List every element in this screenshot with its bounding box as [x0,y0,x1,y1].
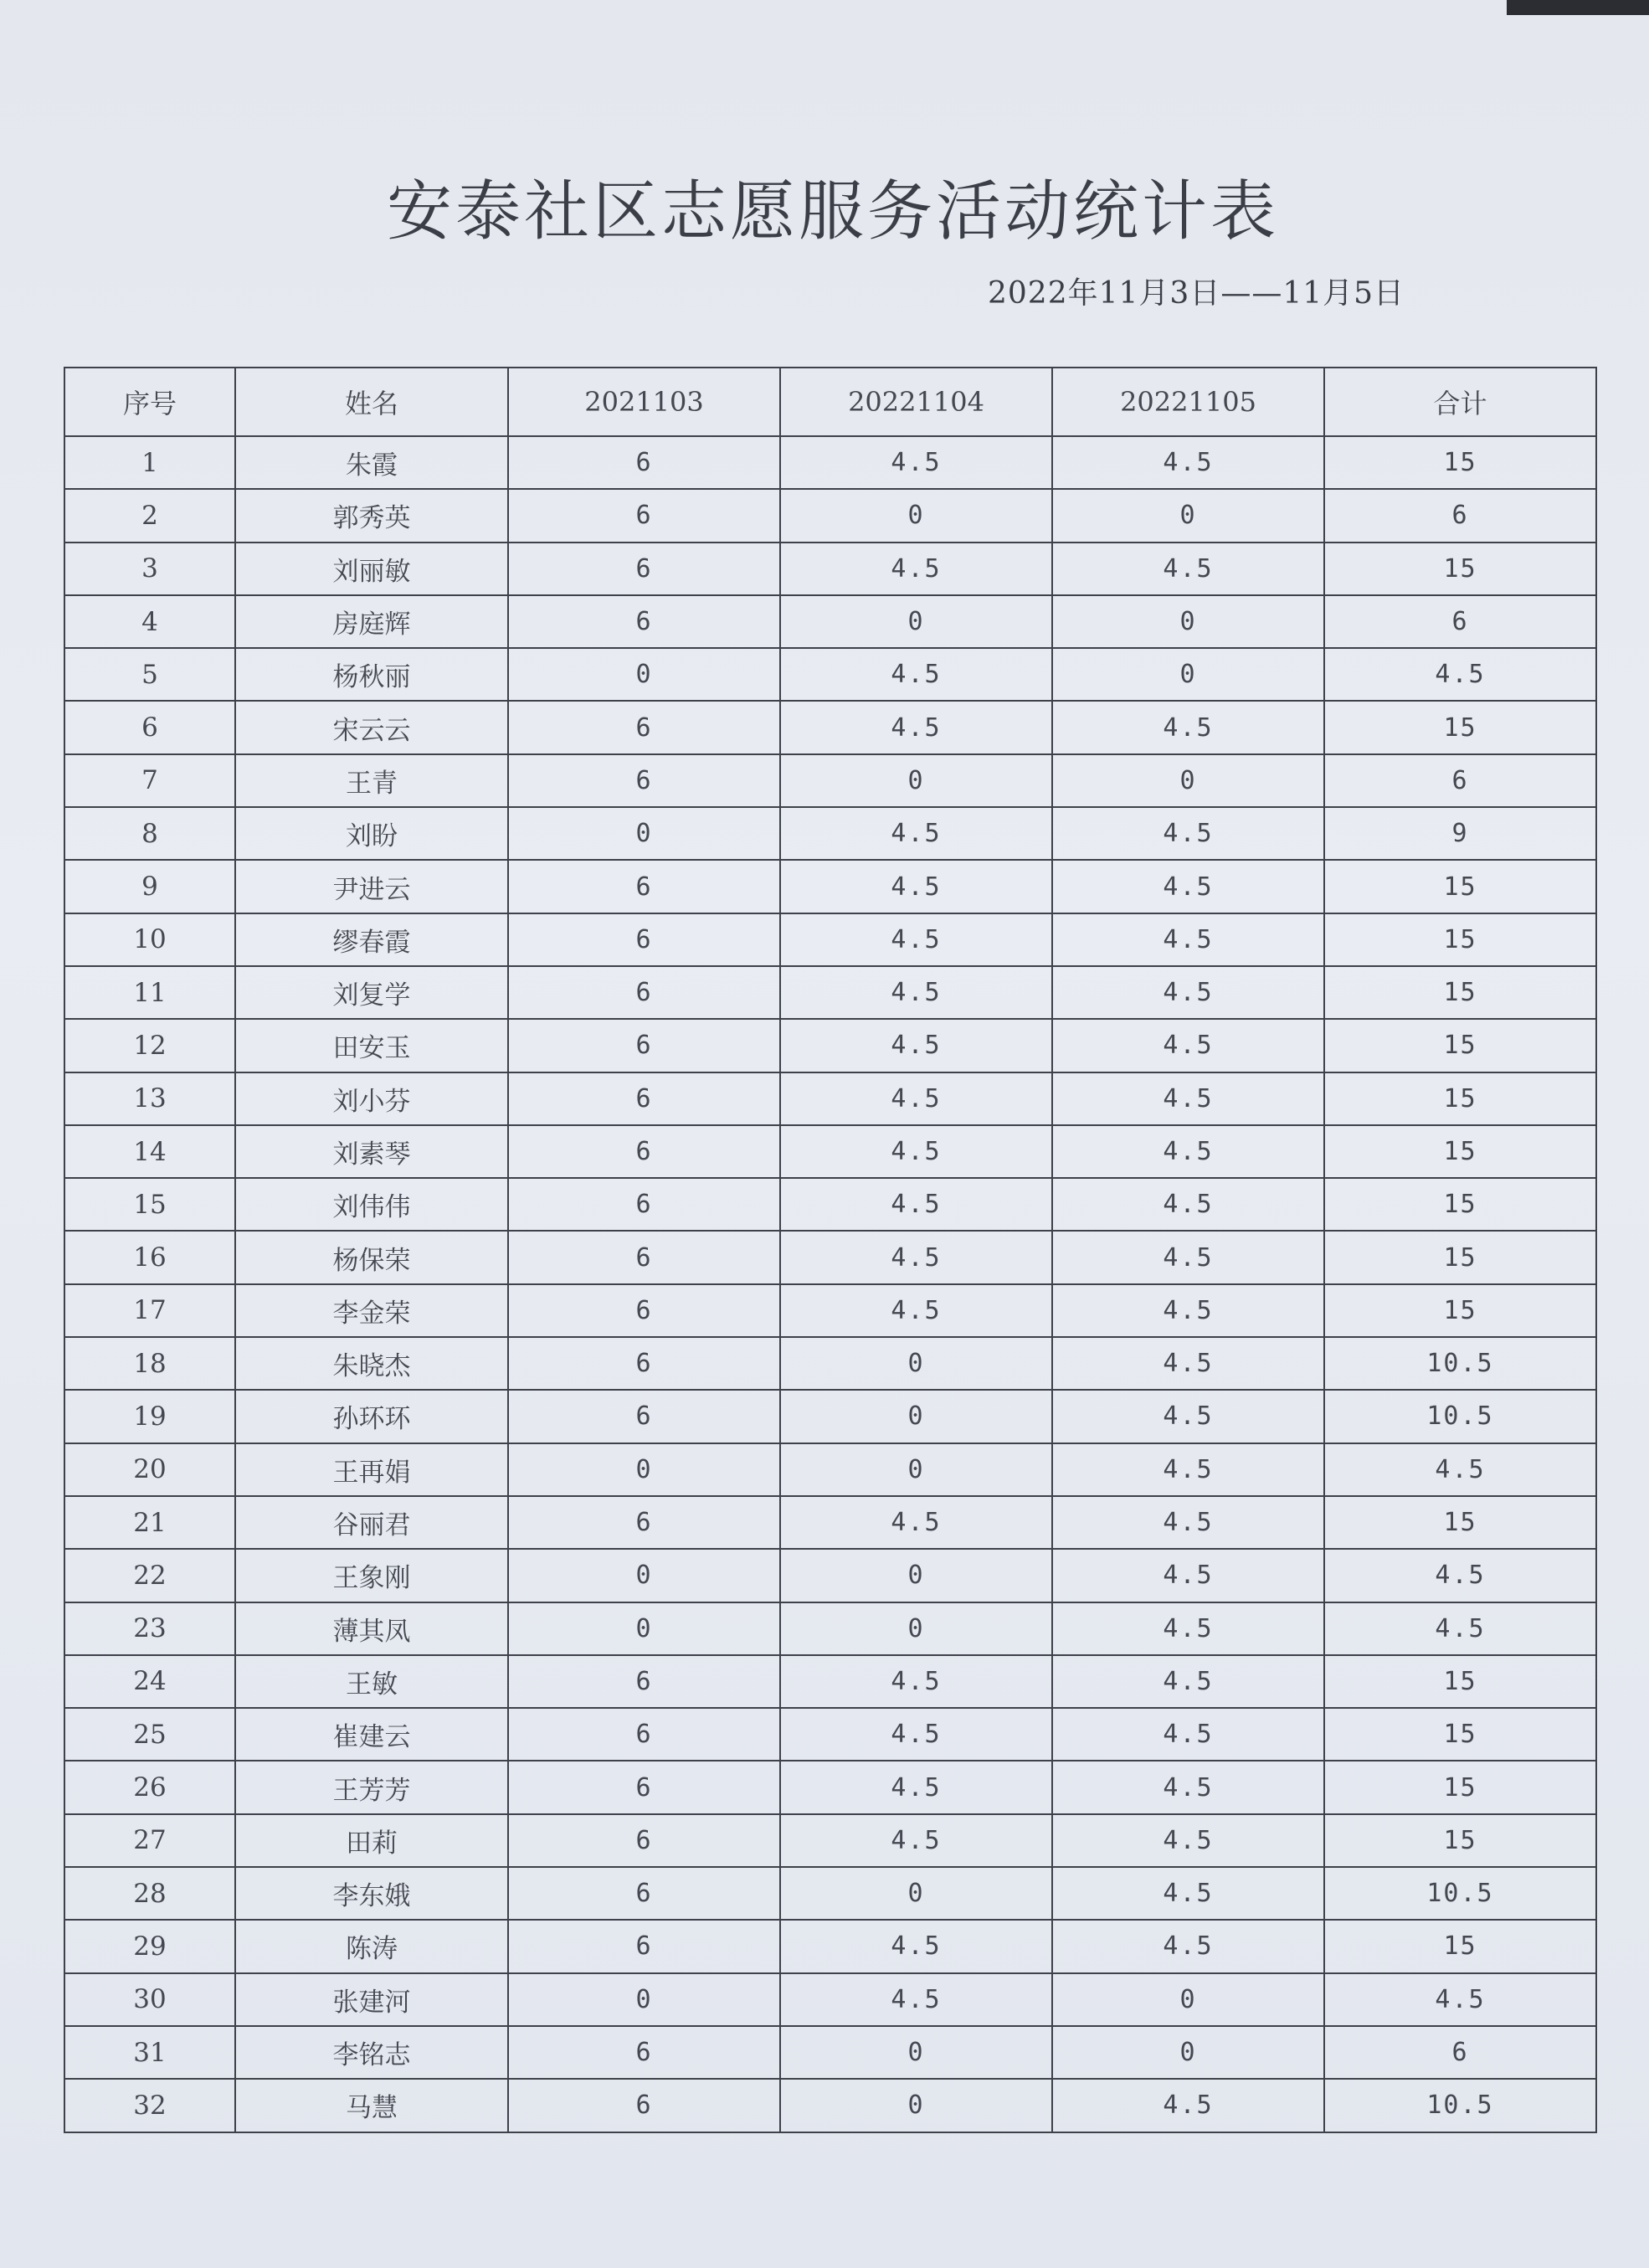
table-row [64,807,1596,860]
cell-name: 宋云云 [235,701,508,753]
cell-date-1: 6 [508,489,780,542]
cell-date-2: 0 [780,489,1052,542]
cell-date-3: 4.5 [1052,436,1324,489]
cell-name: 李东娥 [235,1867,508,1920]
cell-date-2: 4.5 [780,1496,1052,1549]
cell-date-2: 4.5 [780,913,1052,966]
cell-date-2: 4.5 [780,1231,1052,1283]
cell-name: 杨秋丽 [235,648,508,701]
cell-date-3: 4.5 [1052,1019,1324,1072]
cell-date-2: 0 [780,1390,1052,1443]
header-name: 姓名 [235,368,508,436]
table-row [64,1019,1596,1072]
cell-index: 24 [64,1655,235,1708]
cell-name: 朱霞 [235,436,508,489]
cell-date-3: 4.5 [1052,1920,1324,1972]
cell-date-3: 0 [1052,648,1324,701]
table-row [64,2026,1596,2079]
cell-total: 4.5 [1324,648,1596,701]
table-row [64,860,1596,913]
header-total: 合计 [1324,368,1596,436]
table-row [64,1867,1596,1920]
cell-index: 25 [64,1708,235,1761]
cell-index: 22 [64,1549,235,1602]
date-range: 2022年11月3日——11月5日 [988,276,1405,311]
cell-index: 27 [64,1814,235,1867]
table-row [64,1496,1596,1549]
cell-total: 10.5 [1324,1390,1596,1443]
cell-date-1: 6 [508,754,780,807]
cell-date-3: 4.5 [1052,1231,1324,1283]
cell-date-1: 0 [508,1443,780,1496]
cell-index: 10 [64,913,235,966]
cell-date-1: 6 [508,913,780,966]
cell-name: 田莉 [235,1814,508,1867]
cell-name: 陈涛 [235,1920,508,1972]
cell-total: 6 [1324,2026,1596,2079]
cell-date-3: 4.5 [1052,966,1324,1019]
cell-total: 15 [1324,1920,1596,1972]
header-index: 序号 [64,368,235,436]
cell-total: 4.5 [1324,1443,1596,1496]
document-title: 安泰社区志愿服务活动统计表 [386,174,1279,249]
cell-date-2: 0 [780,1867,1052,1920]
cell-date-1: 6 [508,1284,780,1337]
table-row [64,1443,1596,1496]
cell-date-2: 0 [780,1337,1052,1390]
cell-date-2: 4.5 [780,436,1052,489]
table-row [64,648,1596,701]
cell-date-1: 6 [508,1867,780,1920]
cell-date-2: 4.5 [780,1072,1052,1125]
cell-date-1: 0 [508,1549,780,1602]
cell-date-1: 6 [508,860,780,913]
cell-date-1: 6 [508,2079,780,2132]
table-row [64,1072,1596,1125]
cell-date-3: 4.5 [1052,1390,1324,1443]
cell-name: 刘丽敏 [235,543,508,595]
cell-date-1: 6 [508,2026,780,2079]
cell-date-3: 4.5 [1052,1655,1324,1708]
cell-total: 4.5 [1324,1602,1596,1655]
cell-date-3: 4.5 [1052,913,1324,966]
cell-date-3: 4.5 [1052,1178,1324,1231]
table-row [64,966,1596,1019]
cell-total: 4.5 [1324,1973,1596,2026]
cell-date-2: 4.5 [780,1761,1052,1813]
cell-date-2: 0 [780,1602,1052,1655]
cell-date-1: 6 [508,701,780,753]
cell-date-1: 6 [508,1072,780,1125]
cell-index: 8 [64,807,235,860]
cell-date-2: 4.5 [780,1655,1052,1708]
cell-date-1: 6 [508,1761,780,1813]
cell-total: 15 [1324,913,1596,966]
cell-date-1: 6 [508,543,780,595]
cell-date-3: 4.5 [1052,1867,1324,1920]
cell-date-2: 4.5 [780,1178,1052,1231]
cell-date-1: 0 [508,807,780,860]
cell-date-2: 0 [780,2026,1052,2079]
cell-date-3: 4.5 [1052,701,1324,753]
cell-total: 15 [1324,1231,1596,1283]
cell-date-1: 0 [508,1602,780,1655]
cell-total: 15 [1324,701,1596,753]
cell-index: 11 [64,966,235,1019]
cell-name: 刘盼 [235,807,508,860]
cell-total: 15 [1324,1019,1596,1072]
cell-name: 谷丽君 [235,1496,508,1549]
table-row [64,1231,1596,1283]
cell-date-2: 4.5 [780,1019,1052,1072]
header-date-2: 20221104 [780,368,1052,436]
table-row [64,1390,1596,1443]
cell-date-2: 4.5 [780,966,1052,1019]
cell-date-3: 0 [1052,489,1324,542]
cell-date-3: 4.5 [1052,807,1324,860]
cell-total: 10.5 [1324,2079,1596,2132]
cell-date-1: 0 [508,648,780,701]
cell-name: 王青 [235,754,508,807]
cell-name: 刘复学 [235,966,508,1019]
table-row [64,1178,1596,1231]
table-row [64,543,1596,595]
cell-name: 刘小芬 [235,1072,508,1125]
cell-date-3: 4.5 [1052,1708,1324,1761]
cell-index: 13 [64,1072,235,1125]
cell-date-3: 4.5 [1052,2079,1324,2132]
cell-date-3: 4.5 [1052,1496,1324,1549]
cell-index: 3 [64,543,235,595]
cell-date-3: 4.5 [1052,860,1324,913]
cell-date-2: 4.5 [780,701,1052,753]
cell-total: 6 [1324,754,1596,807]
cell-total: 15 [1324,860,1596,913]
cell-name: 房庭辉 [235,595,508,648]
cell-name: 薄其凤 [235,1602,508,1655]
cell-total: 15 [1324,1655,1596,1708]
cell-index: 31 [64,2026,235,2079]
cell-total: 9 [1324,807,1596,860]
cell-date-2: 4.5 [780,1284,1052,1337]
cell-total: 4.5 [1324,1549,1596,1602]
cell-total: 15 [1324,436,1596,489]
cell-date-2: 4.5 [780,807,1052,860]
cell-name: 刘素琴 [235,1125,508,1178]
cell-date-3: 0 [1052,754,1324,807]
cell-total: 15 [1324,543,1596,595]
cell-total: 10.5 [1324,1337,1596,1390]
cell-name: 王再娟 [235,1443,508,1496]
cell-date-2: 0 [780,1443,1052,1496]
cell-total: 15 [1324,966,1596,1019]
cell-date-1: 6 [508,595,780,648]
cell-total: 15 [1324,1761,1596,1813]
cell-total: 15 [1324,1814,1596,1867]
header-row [64,368,1596,436]
cell-date-3: 0 [1052,1973,1324,2026]
cell-total: 15 [1324,1125,1596,1178]
cell-date-1: 6 [508,966,780,1019]
cell-index: 14 [64,1125,235,1178]
cell-date-2: 4.5 [780,1920,1052,1972]
cell-date-3: 4.5 [1052,1602,1324,1655]
table-row [64,1337,1596,1390]
cell-date-1: 6 [508,1708,780,1761]
cell-total: 15 [1324,1708,1596,1761]
table-row [64,1973,1596,2026]
cell-index: 4 [64,595,235,648]
cell-name: 杨保荣 [235,1231,508,1283]
cell-date-1: 6 [508,1655,780,1708]
cell-date-2: 4.5 [780,1125,1052,1178]
cell-date-3: 4.5 [1052,1072,1324,1125]
cell-name: 崔建云 [235,1708,508,1761]
cell-index: 16 [64,1231,235,1283]
cell-date-2: 0 [780,754,1052,807]
cell-index: 18 [64,1337,235,1390]
cell-name: 王芳芳 [235,1761,508,1813]
table-row [64,754,1596,807]
cell-date-2: 4.5 [780,1814,1052,1867]
table-row [64,2079,1596,2132]
cell-name: 缪春霞 [235,913,508,966]
cell-index: 21 [64,1496,235,1549]
cell-name: 李铭志 [235,2026,508,2079]
table-row [64,1602,1596,1655]
table-row [64,1761,1596,1813]
cell-total: 15 [1324,1496,1596,1549]
cell-total: 10.5 [1324,1867,1596,1920]
cell-date-3: 4.5 [1052,1814,1324,1867]
cell-date-3: 4.5 [1052,1125,1324,1178]
cell-index: 20 [64,1443,235,1496]
table-row [64,913,1596,966]
cell-index: 7 [64,754,235,807]
background-edge [1507,0,1649,15]
cell-name: 田安玉 [235,1019,508,1072]
volunteer-statistics-table [64,367,1597,2133]
cell-date-3: 0 [1052,595,1324,648]
cell-date-3: 4.5 [1052,1761,1324,1813]
cell-date-2: 4.5 [780,860,1052,913]
table-row [64,701,1596,753]
cell-index: 30 [64,1973,235,2026]
cell-date-1: 6 [508,1019,780,1072]
cell-total: 15 [1324,1072,1596,1125]
table-body [64,436,1596,2132]
table-header [64,368,1596,436]
cell-date-1: 6 [508,1231,780,1283]
cell-index: 9 [64,860,235,913]
cell-total: 15 [1324,1178,1596,1231]
cell-name: 尹进云 [235,860,508,913]
cell-index: 23 [64,1602,235,1655]
cell-date-1: 6 [508,1814,780,1867]
cell-name: 马慧 [235,2079,508,2132]
table-row [64,1708,1596,1761]
cell-date-1: 6 [508,436,780,489]
table-row [64,1920,1596,1972]
cell-total: 6 [1324,595,1596,648]
cell-date-1: 6 [508,1496,780,1549]
cell-date-3: 4.5 [1052,1337,1324,1390]
cell-name: 朱晓杰 [235,1337,508,1390]
table-row [64,1655,1596,1708]
table-row [64,595,1596,648]
cell-name: 张建河 [235,1973,508,2026]
cell-name: 李金荣 [235,1284,508,1337]
header-date-1: 2021103 [508,368,780,436]
cell-name: 孙环环 [235,1390,508,1443]
cell-date-2: 0 [780,2079,1052,2132]
cell-date-3: 4.5 [1052,1284,1324,1337]
cell-name: 刘伟伟 [235,1178,508,1231]
cell-name: 王敏 [235,1655,508,1708]
cell-name: 王象刚 [235,1549,508,1602]
cell-index: 6 [64,701,235,753]
cell-total: 6 [1324,489,1596,542]
table-row [64,1814,1596,1867]
cell-index: 19 [64,1390,235,1443]
cell-date-2: 4.5 [780,543,1052,595]
cell-index: 17 [64,1284,235,1337]
table-row [64,1125,1596,1178]
cell-index: 32 [64,2079,235,2132]
cell-name: 郭秀英 [235,489,508,542]
cell-index: 28 [64,1867,235,1920]
cell-date-2: 4.5 [780,1708,1052,1761]
cell-date-2: 0 [780,1549,1052,1602]
cell-date-3: 4.5 [1052,1443,1324,1496]
cell-date-1: 6 [508,1390,780,1443]
header-date-3: 20221105 [1052,368,1324,436]
table-row [64,1284,1596,1337]
cell-index: 1 [64,436,235,489]
cell-date-3: 0 [1052,2026,1324,2079]
cell-index: 12 [64,1019,235,1072]
cell-date-2: 4.5 [780,648,1052,701]
cell-index: 2 [64,489,235,542]
cell-date-3: 4.5 [1052,543,1324,595]
cell-date-2: 4.5 [780,1973,1052,2026]
table-row [64,489,1596,542]
cell-date-2: 0 [780,595,1052,648]
cell-date-1: 6 [508,1178,780,1231]
cell-total: 15 [1324,1284,1596,1337]
table-row [64,436,1596,489]
table-row [64,1549,1596,1602]
cell-index: 26 [64,1761,235,1813]
cell-date-1: 6 [508,1920,780,1972]
statistics-table-container [64,367,1595,2133]
cell-date-1: 0 [508,1973,780,2026]
cell-index: 15 [64,1178,235,1231]
cell-index: 5 [64,648,235,701]
cell-date-1: 6 [508,1337,780,1390]
cell-index: 29 [64,1920,235,1972]
cell-date-1: 6 [508,1125,780,1178]
cell-date-3: 4.5 [1052,1549,1324,1602]
